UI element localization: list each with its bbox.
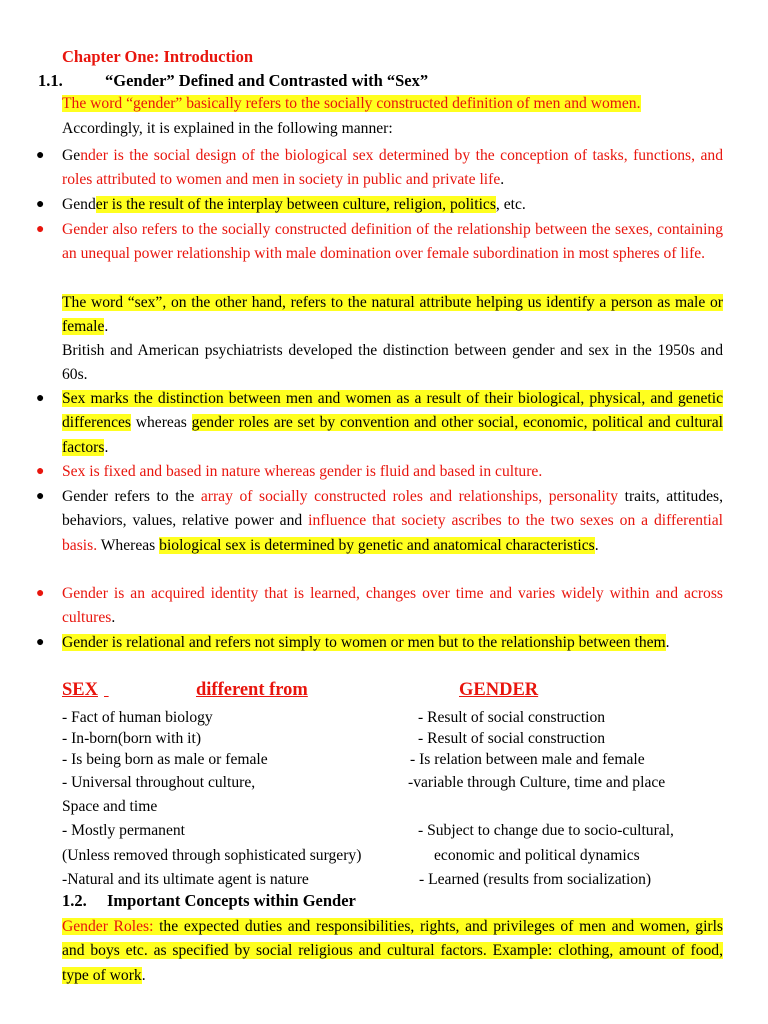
bullet-item: ● Sex is fixed and based in nature whereas gender is fluid and based in culture. — [62, 460, 723, 484]
comparison-left-cell: - Universal throughout culture, — [62, 774, 256, 791]
gender-roles-paragraph: Gender Roles: the expected duties and responsibilities, rights, and privileges of men and women, girls and boys etc. as specified by social religious and cultural factors. Example: clothing, amount of food, type of work. — [62, 918, 723, 984]
section-1-2-title: Important Concepts within Gender — [107, 891, 356, 910]
comparison-right-cell: economic and political dynamics — [434, 847, 640, 864]
comparison-left-cell: - Fact of human biology — [62, 709, 213, 726]
bullet-item: ● Gender is an acquired identity that is learned, changes over time and varies widely within and across cultures. — [62, 582, 723, 631]
bullet-dot-icon: ● — [36, 197, 45, 212]
comparison-header-mid: different from — [196, 680, 308, 700]
comparison-left-cell: - In-born(born with it) — [62, 730, 202, 747]
comparison-left-cell: Space and time — [62, 798, 158, 815]
bullet-item: ● Gender refers to the array of socially constructed roles and relationships, personality traits, attitudes, behaviors, values, relative power and influence that society ascribes to the two sexes on a differential basis. Whereas biological sex is determined by genetic and anatomical characteristics. — [62, 485, 723, 558]
intro-line-1-text: The word “gender” basically refers to the socially constructed definition of men and women. — [62, 95, 641, 112]
intro-line-2: Accordingly, it is explained in the following manner: — [62, 120, 393, 137]
intro-line-1 — [62, 95, 641, 113]
bullet-dot-icon: ● — [36, 464, 45, 479]
bullet-item: ● Gender also refers to the socially constructed definition of the relationship between the sexes, containing an unequal power relationship with male domination over female subordination in most spheres of life. — [62, 218, 723, 267]
bullet-item: ● Sex marks the distinction between men and women as a result of their biological, physical, and genetic differences whereas gender roles are set by convention and other social, economic, political and cultural factors. — [62, 387, 723, 460]
section-1-2-number: 1.2. — [62, 891, 87, 910]
comparison-header-sex: SEX — [62, 680, 98, 700]
comparison-left-cell: -Natural and its ultimate agent is nature — [62, 871, 309, 888]
chapter-title: Chapter One: Introduction — [62, 47, 253, 66]
comparison-right-cell: - Result of social construction — [418, 730, 606, 747]
bullet-item: ● Gender is the social design of the biological sex determined by the conception of tasks, functions, and roles attributed to women and men in society in public and private life. — [62, 144, 723, 193]
section-1-1-title: “Gender” Defined and Contrasted with “Sex” — [105, 71, 429, 90]
bullet-dot-icon: ● — [36, 635, 45, 650]
comparison-right-cell: - Result of social construction — [418, 709, 606, 726]
comparison-header-gender: GENDER — [459, 680, 539, 700]
bullet-dot-icon: ● — [36, 586, 45, 601]
bullet-dot-icon: ● — [36, 148, 45, 163]
comparison-left-cell: (Unless removed through sophisticated surgery) — [62, 847, 362, 864]
psychiatrists-paragraph: British and American psychiatrists developed the distinction between gender and sex in the 1950s and 60s. — [62, 342, 723, 384]
bullet-dot-icon: ● — [36, 489, 45, 504]
comparison-right-cell: - Is relation between male and female — [410, 751, 645, 768]
bullet-dot-icon: ● — [36, 391, 45, 406]
section-1-1-number: 1.1. — [38, 71, 63, 90]
bullet-item: ● Gender is the result of the interplay between culture, religion, politics, etc. — [62, 193, 723, 217]
comparison-right-cell: - Subject to change due to socio-cultural, — [418, 822, 674, 839]
bullet-item: ● Gender is relational and refers not simply to women or men but to the relationship between them. — [62, 631, 723, 655]
bullet-dot-icon: ● — [36, 222, 45, 237]
gender-roles-label: Gender Roles: — [62, 918, 154, 935]
comparison-left-cell: - Is being born as male or female — [62, 751, 268, 768]
comparison-right-cell: - Learned (results from socialization) — [419, 871, 652, 888]
comparison-left-cell: - Mostly permanent — [62, 822, 185, 839]
comparison-right-cell: -variable through Culture, time and place — [408, 774, 666, 791]
sex-definition-paragraph: The word “sex”, on the other hand, refers to the natural attribute helping us identify a person as male or female. — [62, 294, 723, 336]
